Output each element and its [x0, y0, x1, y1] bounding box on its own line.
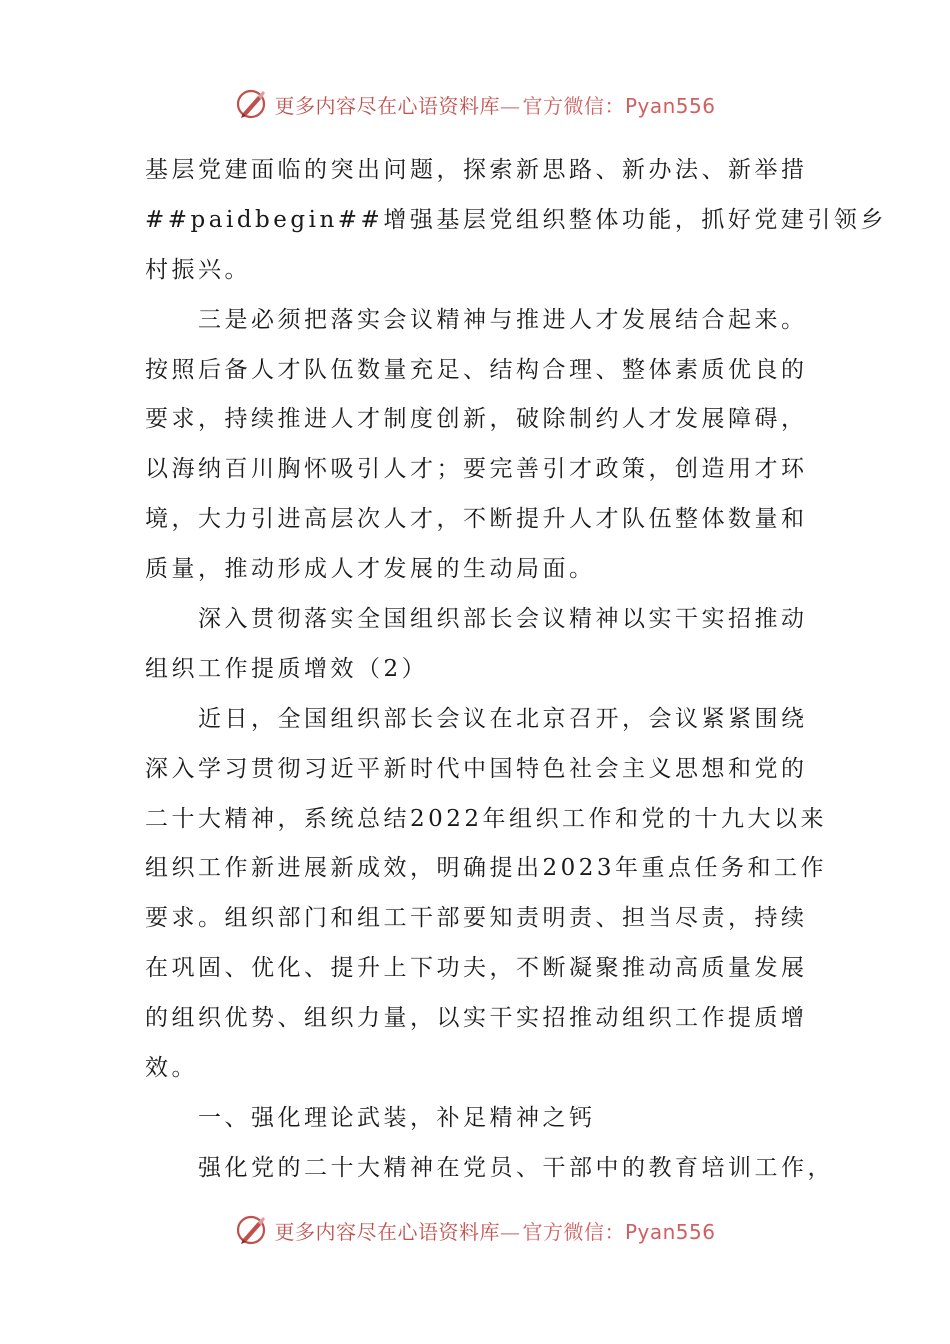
banner-separator: —: [499, 93, 521, 118]
text-line: 以海纳百川胸怀吸引人才；要完善引才政策，创造用才环: [145, 456, 808, 483]
text-line: 村振兴。: [145, 256, 251, 283]
text-line: 组织工作新进展新成效，明确提出2023年重点任务和工作: [145, 855, 828, 882]
text-line: 质量，推动形成人才发展的生动局面。: [145, 556, 596, 583]
document-body: [145, 146, 887, 1194]
text-line: 深入学习贯彻习近平新时代中国特色社会主义思想和党的: [145, 755, 808, 782]
text-line: 按照后备人才队伍数量充足、结构合理、整体素质优良的: [145, 356, 808, 383]
banner-site-text: 更多内容尽在心语资料库: [274, 93, 500, 118]
pen-logo-icon: [234, 1212, 270, 1248]
banner-separator: —: [499, 1219, 521, 1244]
subheading-line: 一、强化理论武装，补足精神之钙: [198, 1104, 596, 1131]
banner-site-text: 更多内容尽在心语资料库: [274, 1219, 500, 1244]
paragraph-first-line: 三是必须把落实会议精神与推进人才发展结合起来。: [198, 306, 808, 333]
text-line: 二十大精神，系统总结2022年组织工作和党的十九大以来: [145, 805, 828, 832]
text-line: 境，大力引进高层次人才，不断提升人才队伍整体数量和: [145, 506, 808, 533]
text-line: 要求。组织部门和组工干部要知责明责、担当尽责，持续: [145, 905, 808, 932]
pen-logo-icon: [234, 86, 270, 122]
footer-watermark-banner: [0, 1210, 950, 1250]
banner-wechat-text: 官方微信：Pyan556: [522, 1219, 716, 1244]
text-line: 效。: [145, 1055, 198, 1082]
paragraph-first-line: 强化党的二十大精神在党员、干部中的教育培训工作，: [198, 1154, 834, 1181]
text-line: ##paidbegin##增强基层党组织整体功能，抓好党建引领乡: [145, 206, 887, 233]
header-watermark-banner: [0, 84, 950, 124]
text-line: 要求，持续推进人才制度创新，破除制约人才发展障碍，: [145, 406, 808, 433]
text-line: 基层党建面临的突出问题，探索新思路、新办法、新举措: [145, 157, 808, 183]
text-line: 的组织优势、组织力量，以实干实招推动组织工作提质增: [145, 1005, 808, 1032]
banner-wechat-text: 官方微信：Pyan556: [522, 93, 716, 118]
section-title-line: 组织工作提质增效（2）: [145, 655, 429, 682]
paragraph-first-line: 近日，全国组织部长会议在北京召开，会议紧紧围绕: [198, 705, 808, 732]
section-title-line: 深入贯彻落实全国组织部长会议精神以实干实招推动: [198, 606, 808, 633]
text-line: 在巩固、优化、提升上下功夫，不断凝聚推动高质量发展: [145, 955, 808, 982]
